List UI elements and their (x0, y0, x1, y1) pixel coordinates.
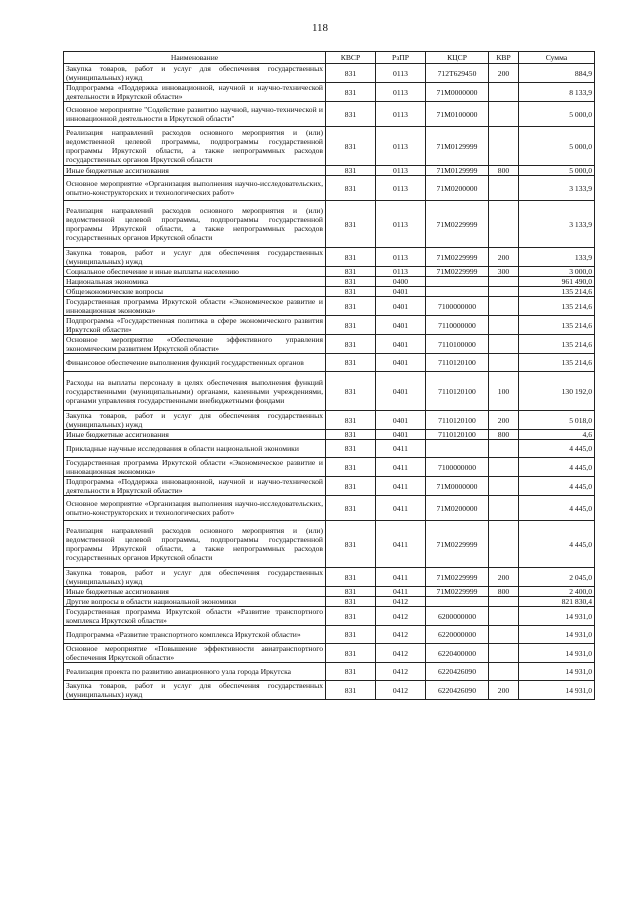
cell-rzpr: 0411 (376, 496, 426, 521)
cell-kcsr: 6220426090 (426, 663, 489, 681)
cell-kvr (489, 458, 519, 477)
cell-rzpr: 0401 (376, 430, 426, 440)
cell-name: Реализация направлений расходов основного мероприятия и (или) ведомственной целевой программы, подпрограммы государственной программы Иркутской области, а также непрограммных расходов государственных органов Иркутской области (64, 127, 326, 166)
cell-sum: 4 445,0 (519, 477, 595, 496)
cell-sum: 14 931,0 (519, 626, 595, 644)
cell-sum: 5 000,0 (519, 102, 595, 127)
table-row (64, 64, 595, 83)
cell-kcsr: 71М0229999 (426, 248, 489, 267)
cell-sum: 14 931,0 (519, 681, 595, 700)
cell-kcsr: 7110100000 (426, 335, 489, 354)
cell-sum: 3 000,0 (519, 267, 595, 277)
budget-table (63, 51, 595, 700)
cell-kvsr: 831 (326, 597, 376, 607)
cell-rzpr: 0411 (376, 587, 426, 597)
cell-kvsr: 831 (326, 681, 376, 700)
cell-kcsr: 7100000000 (426, 297, 489, 316)
table-row (64, 663, 595, 681)
cell-kvsr: 831 (326, 587, 376, 597)
cell-name: Подпрограмма «Поддержка инновационной, научной и научно-технической деятельности в Иркутской области» (64, 83, 326, 102)
cell-name: Реализация направлений расходов основного мероприятия и (или) ведомственной целевой программы, подпрограммы государственной программы Иркутской области, а также непрограммных расходов государственных органов Иркутской области (64, 201, 326, 248)
cell-sum: 135 214,6 (519, 297, 595, 316)
cell-sum: 5 018,0 (519, 411, 595, 430)
cell-name: Социальное обеспечение и иные выплаты населению (64, 267, 326, 277)
table-row (64, 681, 595, 700)
cell-kvsr: 831 (326, 176, 376, 201)
cell-sum: 4,6 (519, 430, 595, 440)
cell-kvr (489, 597, 519, 607)
cell-name: Прикладные научные исследования в области национальной экономики (64, 440, 326, 458)
cell-sum: 14 931,0 (519, 607, 595, 626)
cell-kvr (489, 477, 519, 496)
cell-sum: 135 214,6 (519, 287, 595, 297)
cell-name: Подпрограмма «Поддержка инновационной, научной и научно-технической деятельности в Иркутской области» (64, 477, 326, 496)
header-rzpr: РзПР (376, 52, 426, 64)
cell-kvr (489, 607, 519, 626)
table-row (64, 102, 595, 127)
table-body (64, 64, 595, 700)
table-row (64, 411, 595, 430)
cell-kcsr: 71М0200000 (426, 496, 489, 521)
cell-kcsr: 7110120100 (426, 372, 489, 411)
cell-kcsr: 71М0129999 (426, 127, 489, 166)
cell-kvr (489, 176, 519, 201)
cell-kvr: 200 (489, 568, 519, 587)
cell-name: Государственная программа Иркутской области «Экономическое развитие и инновационная экономика» (64, 458, 326, 477)
cell-rzpr: 0113 (376, 248, 426, 267)
cell-sum: 3 133,9 (519, 201, 595, 248)
cell-sum: 133,9 (519, 248, 595, 267)
cell-name: Иные бюджетные ассигнования (64, 166, 326, 176)
cell-rzpr: 0401 (376, 411, 426, 430)
cell-kvsr: 831 (326, 477, 376, 496)
cell-kvsr: 831 (326, 411, 376, 430)
table-row (64, 644, 595, 663)
cell-rzpr: 0113 (376, 83, 426, 102)
header-sum: Сумма (519, 52, 595, 64)
cell-kvr (489, 127, 519, 166)
cell-sum: 5 000,0 (519, 127, 595, 166)
cell-kvr: 200 (489, 64, 519, 83)
cell-kcsr: 71М0000000 (426, 477, 489, 496)
cell-kvr: 300 (489, 267, 519, 277)
cell-kvsr: 831 (326, 102, 376, 127)
cell-name: Закупка товаров, работ и услуг для обеспечения государственных (муниципальных) нужд (64, 64, 326, 83)
cell-kvsr: 831 (326, 626, 376, 644)
cell-rzpr: 0113 (376, 127, 426, 166)
cell-rzpr: 0113 (376, 64, 426, 83)
cell-name: Закупка товаров, работ и услуг для обеспечения государственных (муниципальных) нужд (64, 681, 326, 700)
cell-sum: 135 214,6 (519, 316, 595, 335)
cell-name: Иные бюджетные ассигнования (64, 587, 326, 597)
cell-kcsr (426, 277, 489, 287)
cell-kvr (489, 102, 519, 127)
cell-rzpr: 0401 (376, 335, 426, 354)
cell-name: Государственная программа Иркутской области «Развитие транспортного комплекса Иркутской области» (64, 607, 326, 626)
cell-kvr (489, 335, 519, 354)
cell-kcsr: 71М0129999 (426, 166, 489, 176)
cell-kvsr: 831 (326, 372, 376, 411)
cell-name: Финансовое обеспечение выполнения функций государственных органов (64, 354, 326, 372)
cell-rzpr: 0401 (376, 372, 426, 411)
cell-name: Закупка товаров, работ и услуг для обеспечения государственных (муниципальных) нужд (64, 248, 326, 267)
cell-kvr (489, 287, 519, 297)
header-name: Наименование (64, 52, 326, 64)
cell-kvsr: 831 (326, 521, 376, 568)
cell-kvsr: 831 (326, 335, 376, 354)
table-row (64, 496, 595, 521)
cell-rzpr: 0411 (376, 458, 426, 477)
cell-rzpr: 0412 (376, 681, 426, 700)
cell-kvr: 800 (489, 166, 519, 176)
cell-kcsr: 7110120100 (426, 430, 489, 440)
cell-kcsr: 71М0000000 (426, 83, 489, 102)
cell-kvsr: 831 (326, 297, 376, 316)
cell-kvsr: 831 (326, 568, 376, 587)
table-row (64, 277, 595, 287)
cell-kvr (489, 663, 519, 681)
cell-kvsr: 831 (326, 277, 376, 287)
cell-rzpr: 0411 (376, 440, 426, 458)
table-row (64, 607, 595, 626)
table-row (64, 626, 595, 644)
cell-kvr (489, 626, 519, 644)
cell-name: Основное мероприятие «Организация выполнения научно-исследовательских, опытно-конструкторских и технологических работ» (64, 176, 326, 201)
page-number: 118 (311, 22, 329, 34)
cell-kvsr: 831 (326, 458, 376, 477)
cell-rzpr: 0411 (376, 568, 426, 587)
cell-kvr: 200 (489, 681, 519, 700)
cell-kcsr: 7100000000 (426, 458, 489, 477)
cell-sum: 14 931,0 (519, 663, 595, 681)
table-row (64, 372, 595, 411)
cell-sum: 4 445,0 (519, 458, 595, 477)
cell-rzpr: 0401 (376, 297, 426, 316)
cell-kcsr: 6200000000 (426, 607, 489, 626)
cell-kcsr (426, 440, 489, 458)
cell-name: Основное мероприятие «Организация выполнения научно-исследовательских, опытно-конструкторских и технологических работ» (64, 496, 326, 521)
table-row (64, 477, 595, 496)
table-row (64, 127, 595, 166)
cell-sum: 961 490,0 (519, 277, 595, 287)
cell-kcsr: 6220000000 (426, 626, 489, 644)
table-row (64, 458, 595, 477)
cell-kcsr: 6220400000 (426, 644, 489, 663)
cell-rzpr: 0113 (376, 102, 426, 127)
cell-sum: 8 133,9 (519, 83, 595, 102)
cell-kcsr (426, 287, 489, 297)
cell-kvsr: 831 (326, 287, 376, 297)
cell-kcsr: 71М0200000 (426, 176, 489, 201)
table-row (64, 83, 595, 102)
header-kvsr: КВСР (326, 52, 376, 64)
cell-rzpr: 0113 (376, 166, 426, 176)
cell-kcsr (426, 597, 489, 607)
cell-rzpr: 0401 (376, 316, 426, 335)
cell-name: Основное мероприятие "Содействие развитию научной, научно-технической и инновационной деятельности в Иркутской области" (64, 102, 326, 127)
cell-rzpr: 0113 (376, 201, 426, 248)
cell-kvsr: 831 (326, 83, 376, 102)
cell-sum: 821 830,4 (519, 597, 595, 607)
cell-kvr (489, 354, 519, 372)
cell-kvsr: 831 (326, 166, 376, 176)
cell-kvr (489, 521, 519, 568)
cell-rzpr: 0401 (376, 354, 426, 372)
cell-name: Закупка товаров, работ и услуг для обеспечения государственных (муниципальных) нужд (64, 568, 326, 587)
cell-name: Реализация направлений расходов основного мероприятия и (или) ведомственной целевой программы, подпрограммы государственной программы Иркутской области, а также непрограммных расходов государственных органов Иркутской области (64, 521, 326, 568)
cell-kvr (489, 316, 519, 335)
cell-kvr: 100 (489, 372, 519, 411)
cell-name: Закупка товаров, работ и услуг для обеспечения государственных (муниципальных) нужд (64, 411, 326, 430)
cell-name: Основное мероприятие «Обеспечение эффективного управления экономическим развитием Иркутской области» (64, 335, 326, 354)
cell-name: Государственная программа Иркутской области «Экономическое развитие и инновационная экономика» (64, 297, 326, 316)
cell-rzpr: 0401 (376, 287, 426, 297)
table-row (64, 440, 595, 458)
cell-kvr (489, 440, 519, 458)
cell-kvsr: 831 (326, 354, 376, 372)
cell-kcsr: 6220426090 (426, 681, 489, 700)
cell-kcsr: 71М0229999 (426, 521, 489, 568)
cell-kvsr: 831 (326, 127, 376, 166)
header-kvr: КВР (489, 52, 519, 64)
table-row (64, 248, 595, 267)
cell-kcsr: 71М0229999 (426, 568, 489, 587)
table-row (64, 297, 595, 316)
table-row (64, 267, 595, 277)
cell-name: Подпрограмма «Государственная политика в сфере экономического развития Иркутской области» (64, 316, 326, 335)
cell-kvsr: 831 (326, 267, 376, 277)
cell-kvsr: 831 (326, 440, 376, 458)
cell-name: Основное мероприятие «Повышение эффективности авиатранспортного обеспечения Иркутской области» (64, 644, 326, 663)
cell-name: Подпрограмма «Развитие транспортного комплекса Иркутской области» (64, 626, 326, 644)
cell-kvsr: 831 (326, 644, 376, 663)
cell-kcsr: 71М0100000 (426, 102, 489, 127)
cell-kvr: 200 (489, 411, 519, 430)
table-row (64, 176, 595, 201)
cell-kvsr: 831 (326, 430, 376, 440)
cell-rzpr: 0412 (376, 663, 426, 681)
table-row (64, 316, 595, 335)
cell-kvr: 800 (489, 587, 519, 597)
cell-kvsr: 831 (326, 663, 376, 681)
cell-kvsr: 831 (326, 496, 376, 521)
cell-rzpr: 0113 (376, 267, 426, 277)
table-row (64, 201, 595, 248)
table-header-row (64, 52, 595, 64)
cell-sum: 884,9 (519, 64, 595, 83)
cell-sum: 135 214,6 (519, 335, 595, 354)
table-row (64, 354, 595, 372)
cell-name: Общеэкономические вопросы (64, 287, 326, 297)
cell-kcsr: 71М0229999 (426, 201, 489, 248)
cell-kvr (489, 201, 519, 248)
table-row (64, 166, 595, 176)
cell-name: Расходы на выплаты персоналу в целях обеспечения выполнения функций государственными (муниципальными) органами, казенными учреждениями, органами управления государственными внебюджетными фондами (64, 372, 326, 411)
cell-kvsr: 831 (326, 201, 376, 248)
cell-rzpr: 0411 (376, 521, 426, 568)
cell-kvr: 800 (489, 430, 519, 440)
cell-kcsr: 712Т629450 (426, 64, 489, 83)
cell-kvsr: 831 (326, 64, 376, 83)
cell-kvsr: 831 (326, 607, 376, 626)
cell-rzpr: 0412 (376, 607, 426, 626)
cell-sum: 4 445,0 (519, 521, 595, 568)
cell-kcsr: 7110120100 (426, 411, 489, 430)
cell-rzpr: 0113 (376, 176, 426, 201)
cell-sum: 2 045,0 (519, 568, 595, 587)
cell-kcsr: 7110120100 (426, 354, 489, 372)
cell-sum: 2 400,0 (519, 587, 595, 597)
cell-name: Реализация проекта по развитию авиационного узла города Иркутска (64, 663, 326, 681)
cell-name: Иные бюджетные ассигнования (64, 430, 326, 440)
cell-kvr (489, 277, 519, 287)
cell-kcsr: 71М0229999 (426, 587, 489, 597)
cell-kvr (489, 297, 519, 316)
cell-name: Национальная экономика (64, 277, 326, 287)
cell-kvsr: 831 (326, 248, 376, 267)
cell-rzpr: 0400 (376, 277, 426, 287)
table-row (64, 587, 595, 597)
cell-sum: 4 445,0 (519, 496, 595, 521)
table-row (64, 287, 595, 297)
cell-rzpr: 0412 (376, 597, 426, 607)
table-row (64, 335, 595, 354)
cell-sum: 14 931,0 (519, 644, 595, 663)
table-row (64, 430, 595, 440)
cell-kcsr: 7110000000 (426, 316, 489, 335)
cell-kvr (489, 496, 519, 521)
cell-sum: 135 214,6 (519, 354, 595, 372)
cell-sum: 130 192,0 (519, 372, 595, 411)
cell-rzpr: 0412 (376, 644, 426, 663)
cell-sum: 5 000,0 (519, 166, 595, 176)
header-kcsr: КЦСР (426, 52, 489, 64)
table-row (64, 597, 595, 607)
cell-rzpr: 0411 (376, 477, 426, 496)
cell-kvsr: 831 (326, 316, 376, 335)
cell-kvr (489, 83, 519, 102)
cell-kcsr: 71М0229999 (426, 267, 489, 277)
cell-name: Другие вопросы в области национальной экономики (64, 597, 326, 607)
cell-sum: 4 445,0 (519, 440, 595, 458)
table-row (64, 521, 595, 568)
cell-kvr (489, 644, 519, 663)
cell-kvr: 200 (489, 248, 519, 267)
table-row (64, 568, 595, 587)
cell-sum: 3 133,9 (519, 176, 595, 201)
cell-rzpr: 0412 (376, 626, 426, 644)
